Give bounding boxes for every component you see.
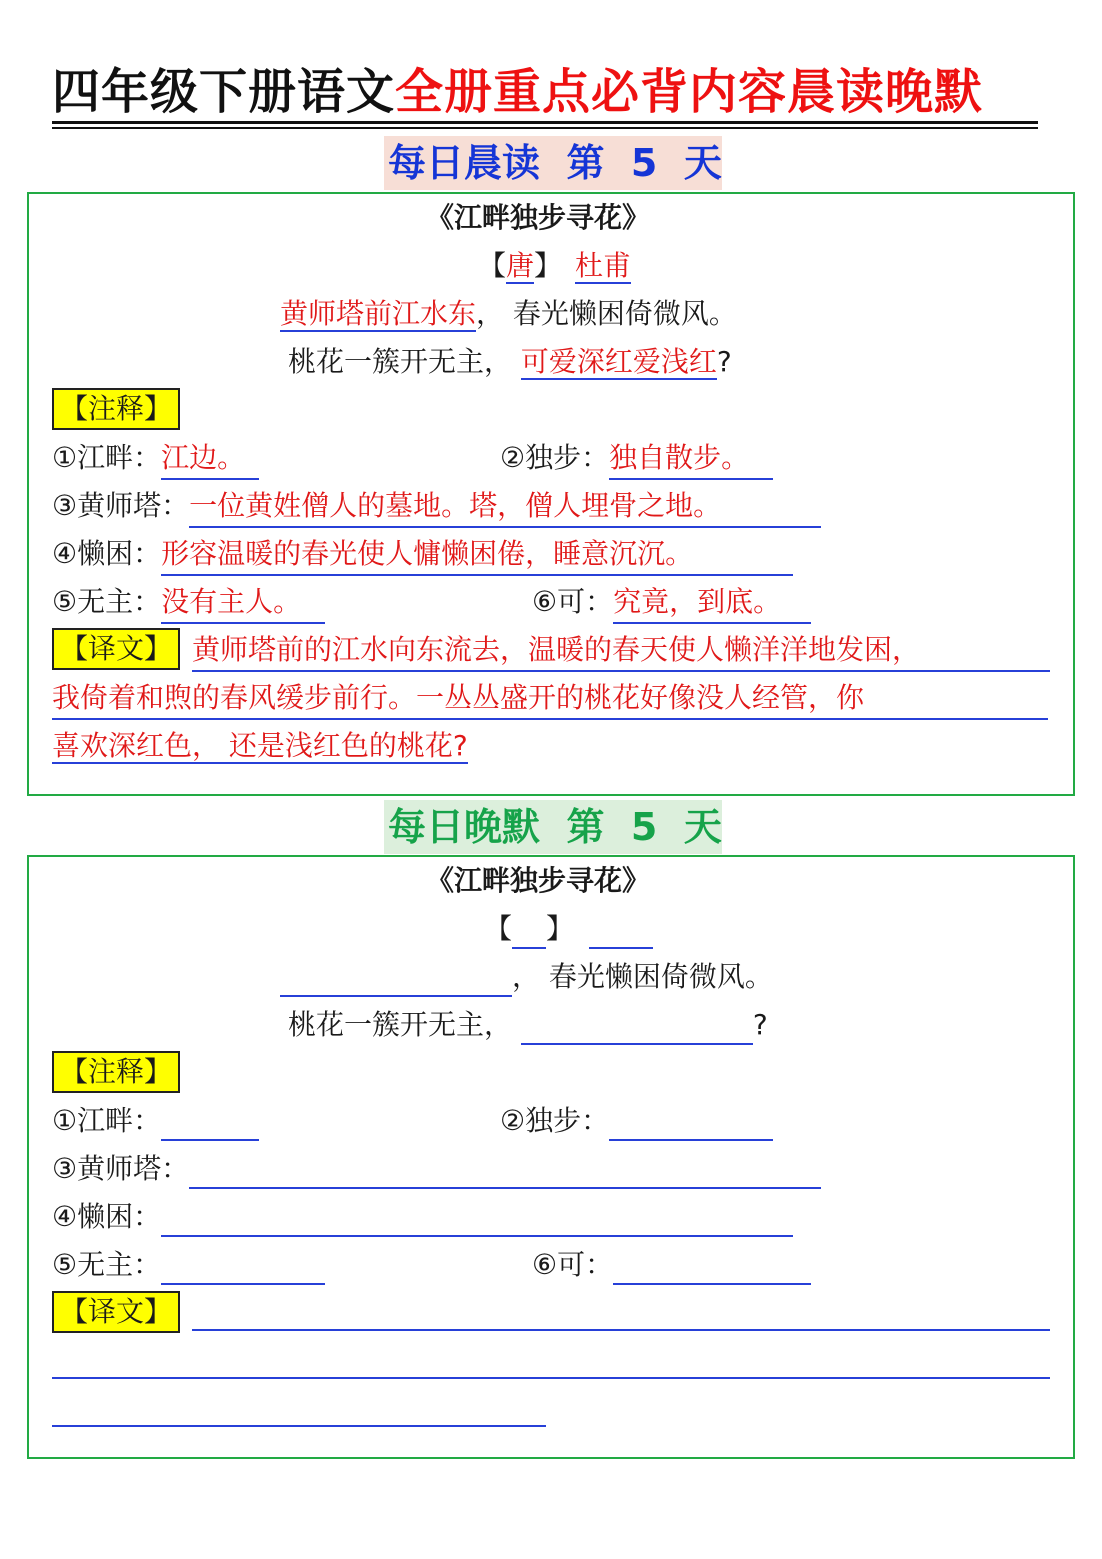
note-label: ⑥可： — [532, 585, 614, 618]
note-blank[interactable] — [161, 1251, 325, 1285]
note-answer: 没有主人。 — [161, 582, 325, 624]
morning-author-line — [478, 246, 631, 286]
note-answer: 形容温暖的春光使人慵懒困倦，睡意沉沉。 — [161, 534, 793, 576]
note-label: ⑥可： — [532, 1248, 614, 1281]
page-title — [52, 60, 1038, 124]
author-blank[interactable] — [589, 915, 653, 949]
morning-translation-line2: 我倚着和煦的春风缓步前行。一丛丛盛开的桃花好像没人经管，你 — [52, 678, 1048, 720]
evening-note-2 — [500, 1101, 773, 1141]
evening-note-4 — [52, 1197, 793, 1237]
title-red-part: 全册重点必背内容晨读晚默 — [395, 64, 984, 120]
note-label: ③黄师塔： — [52, 489, 190, 522]
morning-notes-label: 【注释】 — [52, 388, 180, 430]
title-black-part: 四年级下册语文 — [52, 64, 396, 120]
morning-dynasty: 唐 — [506, 249, 535, 282]
note-label: ②独步： — [500, 441, 610, 474]
evening-translation-label: 【译文】 — [52, 1291, 180, 1333]
note-label: ②独步： — [500, 1104, 610, 1137]
morning-note-4 — [52, 534, 793, 576]
evening-poem-line1 — [280, 957, 773, 997]
dynasty-bracket-open: 【 — [484, 912, 513, 945]
dynasty-blank[interactable] — [512, 915, 546, 949]
evening-note-3 — [52, 1149, 821, 1189]
morning-line2-start: 桃花一簇开无主， — [288, 345, 521, 378]
note-answer: 一位黄姓僧人的墓地。塔，僧人埋骨之地。 — [189, 486, 821, 528]
evening-author-line — [484, 909, 653, 949]
note-label: ④懒困： — [52, 1200, 162, 1233]
morning-note-6 — [532, 582, 811, 624]
line2-blank[interactable] — [521, 1011, 753, 1045]
note-answer: 江边。 — [161, 438, 259, 480]
dynasty-bracket-close: 】 — [546, 912, 575, 945]
title-underline-top — [52, 121, 1038, 124]
morning-line1-rest: ， 春光懒困倚微风。 — [476, 297, 737, 330]
morning-poem-title: 《江畔独步寻花》 — [426, 201, 651, 234]
note-answer: 独自散步。 — [609, 438, 773, 480]
dynasty-bracket-open: 【 — [478, 249, 507, 282]
dynasty-bracket-close: 】 — [534, 249, 563, 282]
morning-note-2 — [500, 438, 773, 480]
morning-author: 杜甫 — [574, 249, 631, 282]
evening-note-6 — [532, 1245, 811, 1285]
evening-line2-start: 桃花一簇开无主， — [288, 1008, 521, 1041]
evening-notes-label: 【注释】 — [52, 1051, 180, 1093]
translation-blank-line-1[interactable] — [192, 1329, 1050, 1331]
morning-note-1 — [52, 438, 259, 480]
translation-blank-line-3[interactable] — [52, 1425, 546, 1427]
title-underline-bottom — [52, 127, 1038, 129]
note-blank[interactable] — [161, 1107, 259, 1141]
translation-line3-text: 喜欢深红色， 还是浅红色的桃花? — [52, 729, 468, 762]
evening-line2-end: ? — [752, 1008, 768, 1041]
evening-line1-rest: ， 春光懒困倚微风。 — [512, 960, 773, 993]
evening-note-1 — [52, 1101, 259, 1141]
morning-poem-line2 — [288, 342, 732, 382]
note-blank[interactable] — [189, 1155, 821, 1189]
morning-line2-answer: 可爱深红爱浅红 — [520, 345, 717, 378]
note-answer: 究竟，到底。 — [613, 582, 811, 624]
note-blank[interactable] — [613, 1251, 811, 1285]
morning-line2-end: ? — [716, 345, 732, 378]
line1-blank[interactable] — [280, 963, 512, 997]
note-label: ①江畔： — [52, 441, 162, 474]
morning-translation-label: 【译文】 — [52, 628, 180, 670]
morning-translation-line3 — [52, 726, 468, 766]
note-label: ④懒困： — [52, 537, 162, 570]
note-blank[interactable] — [609, 1107, 773, 1141]
morning-note-5 — [52, 582, 325, 624]
morning-line1-answer: 黄师塔前江水东 — [280, 297, 477, 330]
morning-day-badge: 每日晨读 第 5 天 — [384, 136, 722, 190]
note-label: ①江畔： — [52, 1104, 162, 1137]
evening-day-badge: 每日晚默 第 5 天 — [384, 800, 722, 854]
morning-translation-line1: 黄师塔前的江水向东流去，温暖的春天使人懒洋洋地发困， — [192, 630, 1050, 672]
evening-note-5 — [52, 1245, 325, 1285]
note-label: ⑤无主： — [52, 1248, 162, 1281]
note-label: ③黄师塔： — [52, 1152, 190, 1185]
note-label: ⑤无主： — [52, 585, 162, 618]
morning-poem-line1 — [280, 294, 737, 334]
morning-note-3 — [52, 486, 821, 528]
evening-poem-line2 — [288, 1005, 768, 1045]
translation-blank-line-2[interactable] — [52, 1377, 1050, 1379]
note-blank[interactable] — [161, 1203, 793, 1237]
evening-poem-title: 《江畔独步寻花》 — [426, 864, 651, 897]
